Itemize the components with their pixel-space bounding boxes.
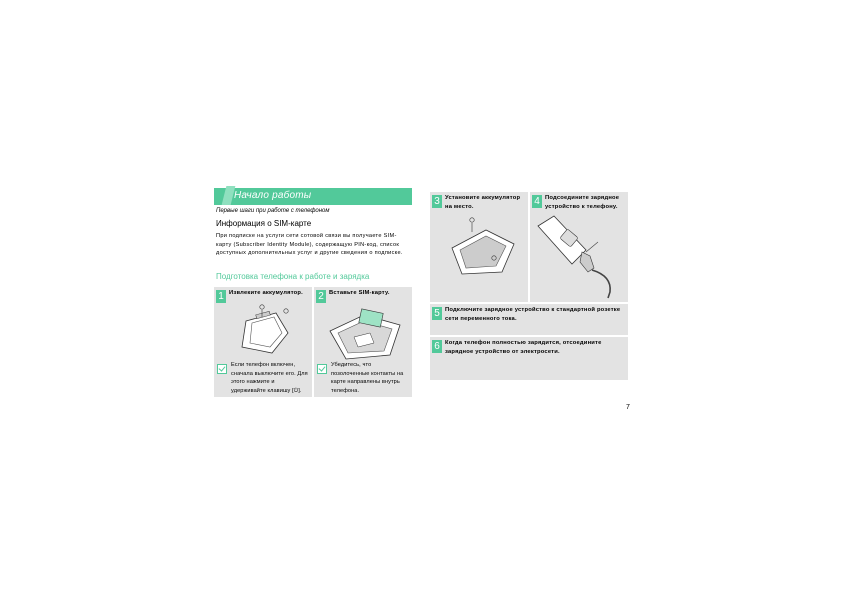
sim-insert-illustration	[324, 303, 406, 361]
step-number: 6	[432, 340, 442, 353]
battery-install-illustration	[442, 214, 522, 278]
step-number: 2	[316, 290, 326, 303]
chapter-subtitle: Первые шаги при работе с телефоном	[216, 208, 330, 214]
step-number: 3	[432, 195, 442, 208]
chapter-title-bar	[214, 188, 412, 205]
step-panel-3	[430, 192, 528, 302]
sim-heading: Информация о SIM-карте	[216, 219, 312, 228]
step-text: Подсоедините зарядное устройство к телефону.	[545, 195, 620, 210]
step-panel-1	[214, 287, 312, 397]
step-number: 1	[216, 290, 226, 303]
step-number: 5	[432, 307, 442, 320]
battery-removal-illustration	[228, 303, 308, 359]
chapter-title: Начало работы	[234, 190, 312, 201]
check-icon	[217, 364, 227, 374]
step-panel-5	[430, 304, 628, 335]
step-panel-4	[530, 192, 628, 302]
step-text: Вставьте SIM-карту.	[329, 290, 390, 296]
check-icon	[317, 364, 327, 374]
charger-connect-illustration	[532, 212, 628, 300]
step-panel-2	[314, 287, 412, 397]
step-note: Убедитесь, что позолоченные контакты на карте направлены внутрь телефона.	[331, 362, 404, 394]
step-text: Установите аккумулятор на место.	[445, 195, 521, 210]
step-note: Если телефон включен, сначала выключите его. Для этого нажмите и удерживайте клавишу [⏻].	[231, 362, 308, 394]
step-panel-6	[430, 337, 628, 380]
page-number: 7	[626, 404, 630, 411]
step-text: Извлеките аккумулятор.	[229, 290, 303, 296]
section-title: Подготовка телефона к работе и зарядка	[216, 272, 370, 281]
step-text: Когда телефон полностью зарядится, отсоедините зарядное устройство от электросети.	[445, 340, 602, 355]
sim-paragraph: При подписке на услуги сети сотовой связи вы получаете SIM-карту (Subscriber Identity Module), содержащую PIN-код, список доступных дополнительных услуг и другие сведения о подписке.	[216, 233, 403, 257]
step-text: Подключите зарядное устройство к стандартной розетке сети переменного тока.	[445, 307, 621, 322]
step-number: 4	[532, 195, 542, 208]
